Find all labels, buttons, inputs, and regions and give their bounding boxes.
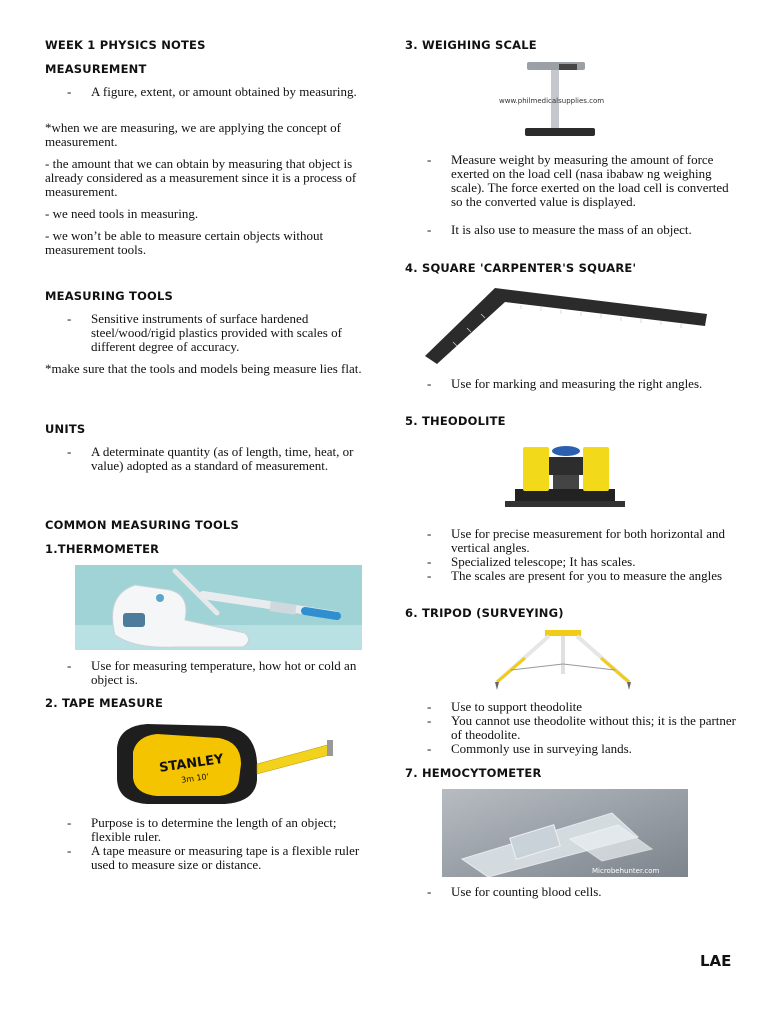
bullet-measuring-tools: - Sensitive instruments of surface hardened steel/wood/rigid plastics provided with scales of different degree of accuracy. (67, 311, 342, 354)
bullet-hemocytometer: - Use for counting blood cells. (427, 884, 602, 899)
note-measurement-1: *when we are measuring, we are applying the concept of measurement. (45, 120, 341, 149)
author-signature: LAE (700, 952, 732, 970)
bullet-theodolite-3: - The scales are present for you to measure the angles (427, 568, 723, 583)
bullet-theodolite-2: - Specialized telescope; It has scales. (427, 554, 636, 569)
heading-hemocytometer: 7. HEMOCYTOMETER (405, 766, 542, 780)
bullet-thermometer: - Use for measuring temperature, how hot or cold an object is. (67, 658, 357, 687)
heading-tripod: 6. TRIPOD (SURVEYING) (405, 606, 564, 620)
page-title: WEEK 1 PHYSICS NOTES (45, 38, 206, 52)
bullet-tripod-3: - Commonly use in surveying lands. (427, 741, 632, 756)
weighing-scale-image (495, 58, 635, 142)
heading-units: UNITS (45, 422, 86, 436)
note-measuring-tools: *make sure that the tools and models being measure lies flat. (45, 361, 362, 376)
bullet-units: - A determinate quantity (as of length, time, heat, or value) adopted as a standard of measurement. (67, 444, 354, 473)
scale-watermark: www.philmedicalsupplies.com (499, 97, 605, 105)
heading-measuring-tools: MEASURING TOOLS (45, 289, 174, 303)
heading-thermometer: 1.THERMOMETER (45, 542, 160, 556)
carpenters-square-image (421, 284, 711, 366)
hemocytometer-image (442, 789, 688, 877)
bullet-weighing-scale-1: - Measure weight by measuring the amount of force exerted on the load cell (nasa ibabaw ng weighing scale). The force exerted on the load cell is converted so the converted value is displayed. (427, 152, 729, 209)
stanley-text: STANLEY (158, 751, 225, 776)
bullet-tripod-2: - You cannot use theodolite without this; it is the partner of theodolite. (427, 713, 737, 742)
bullet-carpenters-square: - Use for marking and measuring the right angles. (427, 376, 703, 391)
note-measurement-4: - we won’t be able to measure certain objects without measurement tools. (45, 228, 324, 257)
tape-size-text: 3m 10' (180, 771, 210, 785)
heading-theodolite: 5. THEODOLITE (405, 414, 506, 428)
heading-weighing-scale: 3. WEIGHING SCALE (405, 38, 537, 52)
thermometer-image (75, 565, 362, 650)
bullet-measurement-definition: - A figure, extent, or amount obtained by measuring. (67, 84, 357, 99)
tripod-image (485, 628, 645, 692)
bullet-tape-measure-2: - A tape measure or measuring tape is a flexible ruler used to measure size or distance. (67, 843, 360, 872)
bullet-tripod-1: - Use to support theodolite (427, 699, 583, 714)
bullet-weighing-scale-2: - It is also use to measure the mass of an object. (427, 222, 692, 237)
bullet-tape-measure-1: - Purpose is to determine the length of an object; flexible ruler. (67, 815, 337, 844)
heading-common-tools: COMMON MEASURING TOOLS (45, 518, 239, 532)
heading-tape-measure: 2. TAPE MEASURE (45, 696, 164, 710)
note-measurement-3: - we need tools in measuring. (45, 206, 199, 221)
heading-carpenters-square: 4. SQUARE 'CARPENTER'S SQUARE' (405, 261, 637, 275)
heading-measurement: MEASUREMENT (45, 62, 147, 76)
bullet-theodolite-1: - Use for precise measurement for both horizontal and vertical angles. (427, 526, 725, 555)
theodolite-image (445, 437, 685, 513)
tape-measure-image (107, 718, 352, 806)
hemo-watermark: Microbehunter.com (592, 867, 660, 875)
note-measurement-2: - the amount that we can obtain by measuring that object is already considered as a measurement since it is a process of measurement. (45, 156, 357, 199)
